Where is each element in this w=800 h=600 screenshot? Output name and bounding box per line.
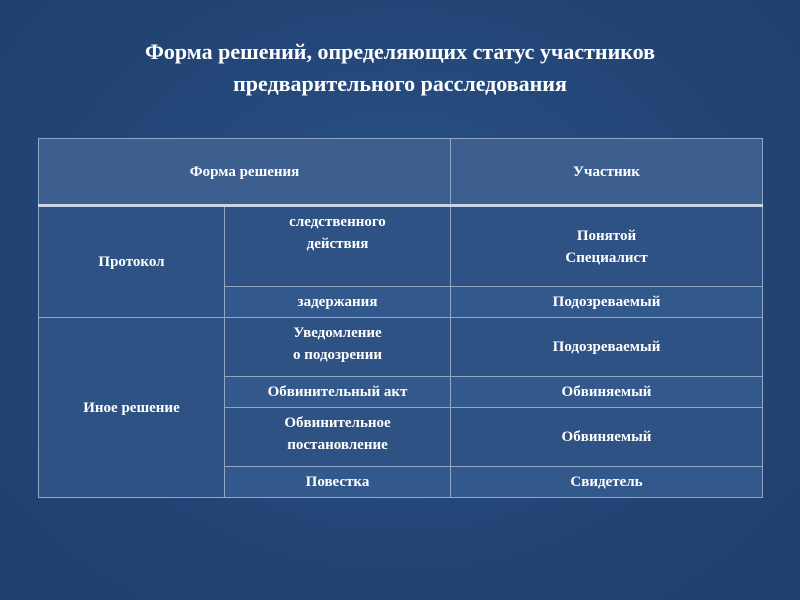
participant-text: Подозреваемый xyxy=(552,294,661,310)
form-cell xyxy=(225,287,451,318)
form-text: постановление xyxy=(287,437,388,453)
participant-cell xyxy=(451,377,763,408)
form-text: действия xyxy=(306,236,369,252)
form-text: задержания xyxy=(297,294,378,310)
participant-text: Обвиняемый xyxy=(561,384,652,400)
group-label-other: Иное решение xyxy=(39,318,225,498)
header-decision-form: Форма решения xyxy=(39,139,451,206)
participant-cell xyxy=(451,408,763,467)
participant-cell xyxy=(451,318,763,377)
form-cell xyxy=(225,467,451,498)
participant-cell xyxy=(451,467,763,498)
participant-text: Подозреваемый xyxy=(552,339,661,355)
table-row xyxy=(39,318,763,377)
form-text: Уведомление xyxy=(293,325,382,341)
participant-text: Понятой xyxy=(576,227,637,244)
form-text: Обвинительное xyxy=(284,415,391,431)
decision-table xyxy=(38,138,763,498)
form-cell xyxy=(225,318,451,377)
table-header-row xyxy=(39,139,763,206)
form-text: Обвинительный акт xyxy=(267,384,408,400)
form-text: следственного xyxy=(289,214,386,230)
table-row xyxy=(39,206,763,287)
form-cell xyxy=(225,408,451,467)
header-participant: Участник xyxy=(451,139,763,206)
form-text: Повестка xyxy=(305,474,370,490)
participant-text: Обвиняемый xyxy=(561,429,652,445)
slide-title xyxy=(40,36,760,100)
participant-cell xyxy=(451,287,763,318)
form-text: о подозрении xyxy=(292,347,382,363)
title-line-1: Форма решений, определяющих статус участников xyxy=(144,39,655,64)
participant-text: Свидетель xyxy=(570,474,643,490)
participant-cell xyxy=(451,206,763,287)
group-label-protocol: Протокол xyxy=(39,206,225,318)
form-cell xyxy=(225,377,451,408)
form-cell xyxy=(225,206,451,287)
title-line-2: предварительного расследования xyxy=(233,71,567,96)
participant-text: Специалист xyxy=(565,249,648,266)
